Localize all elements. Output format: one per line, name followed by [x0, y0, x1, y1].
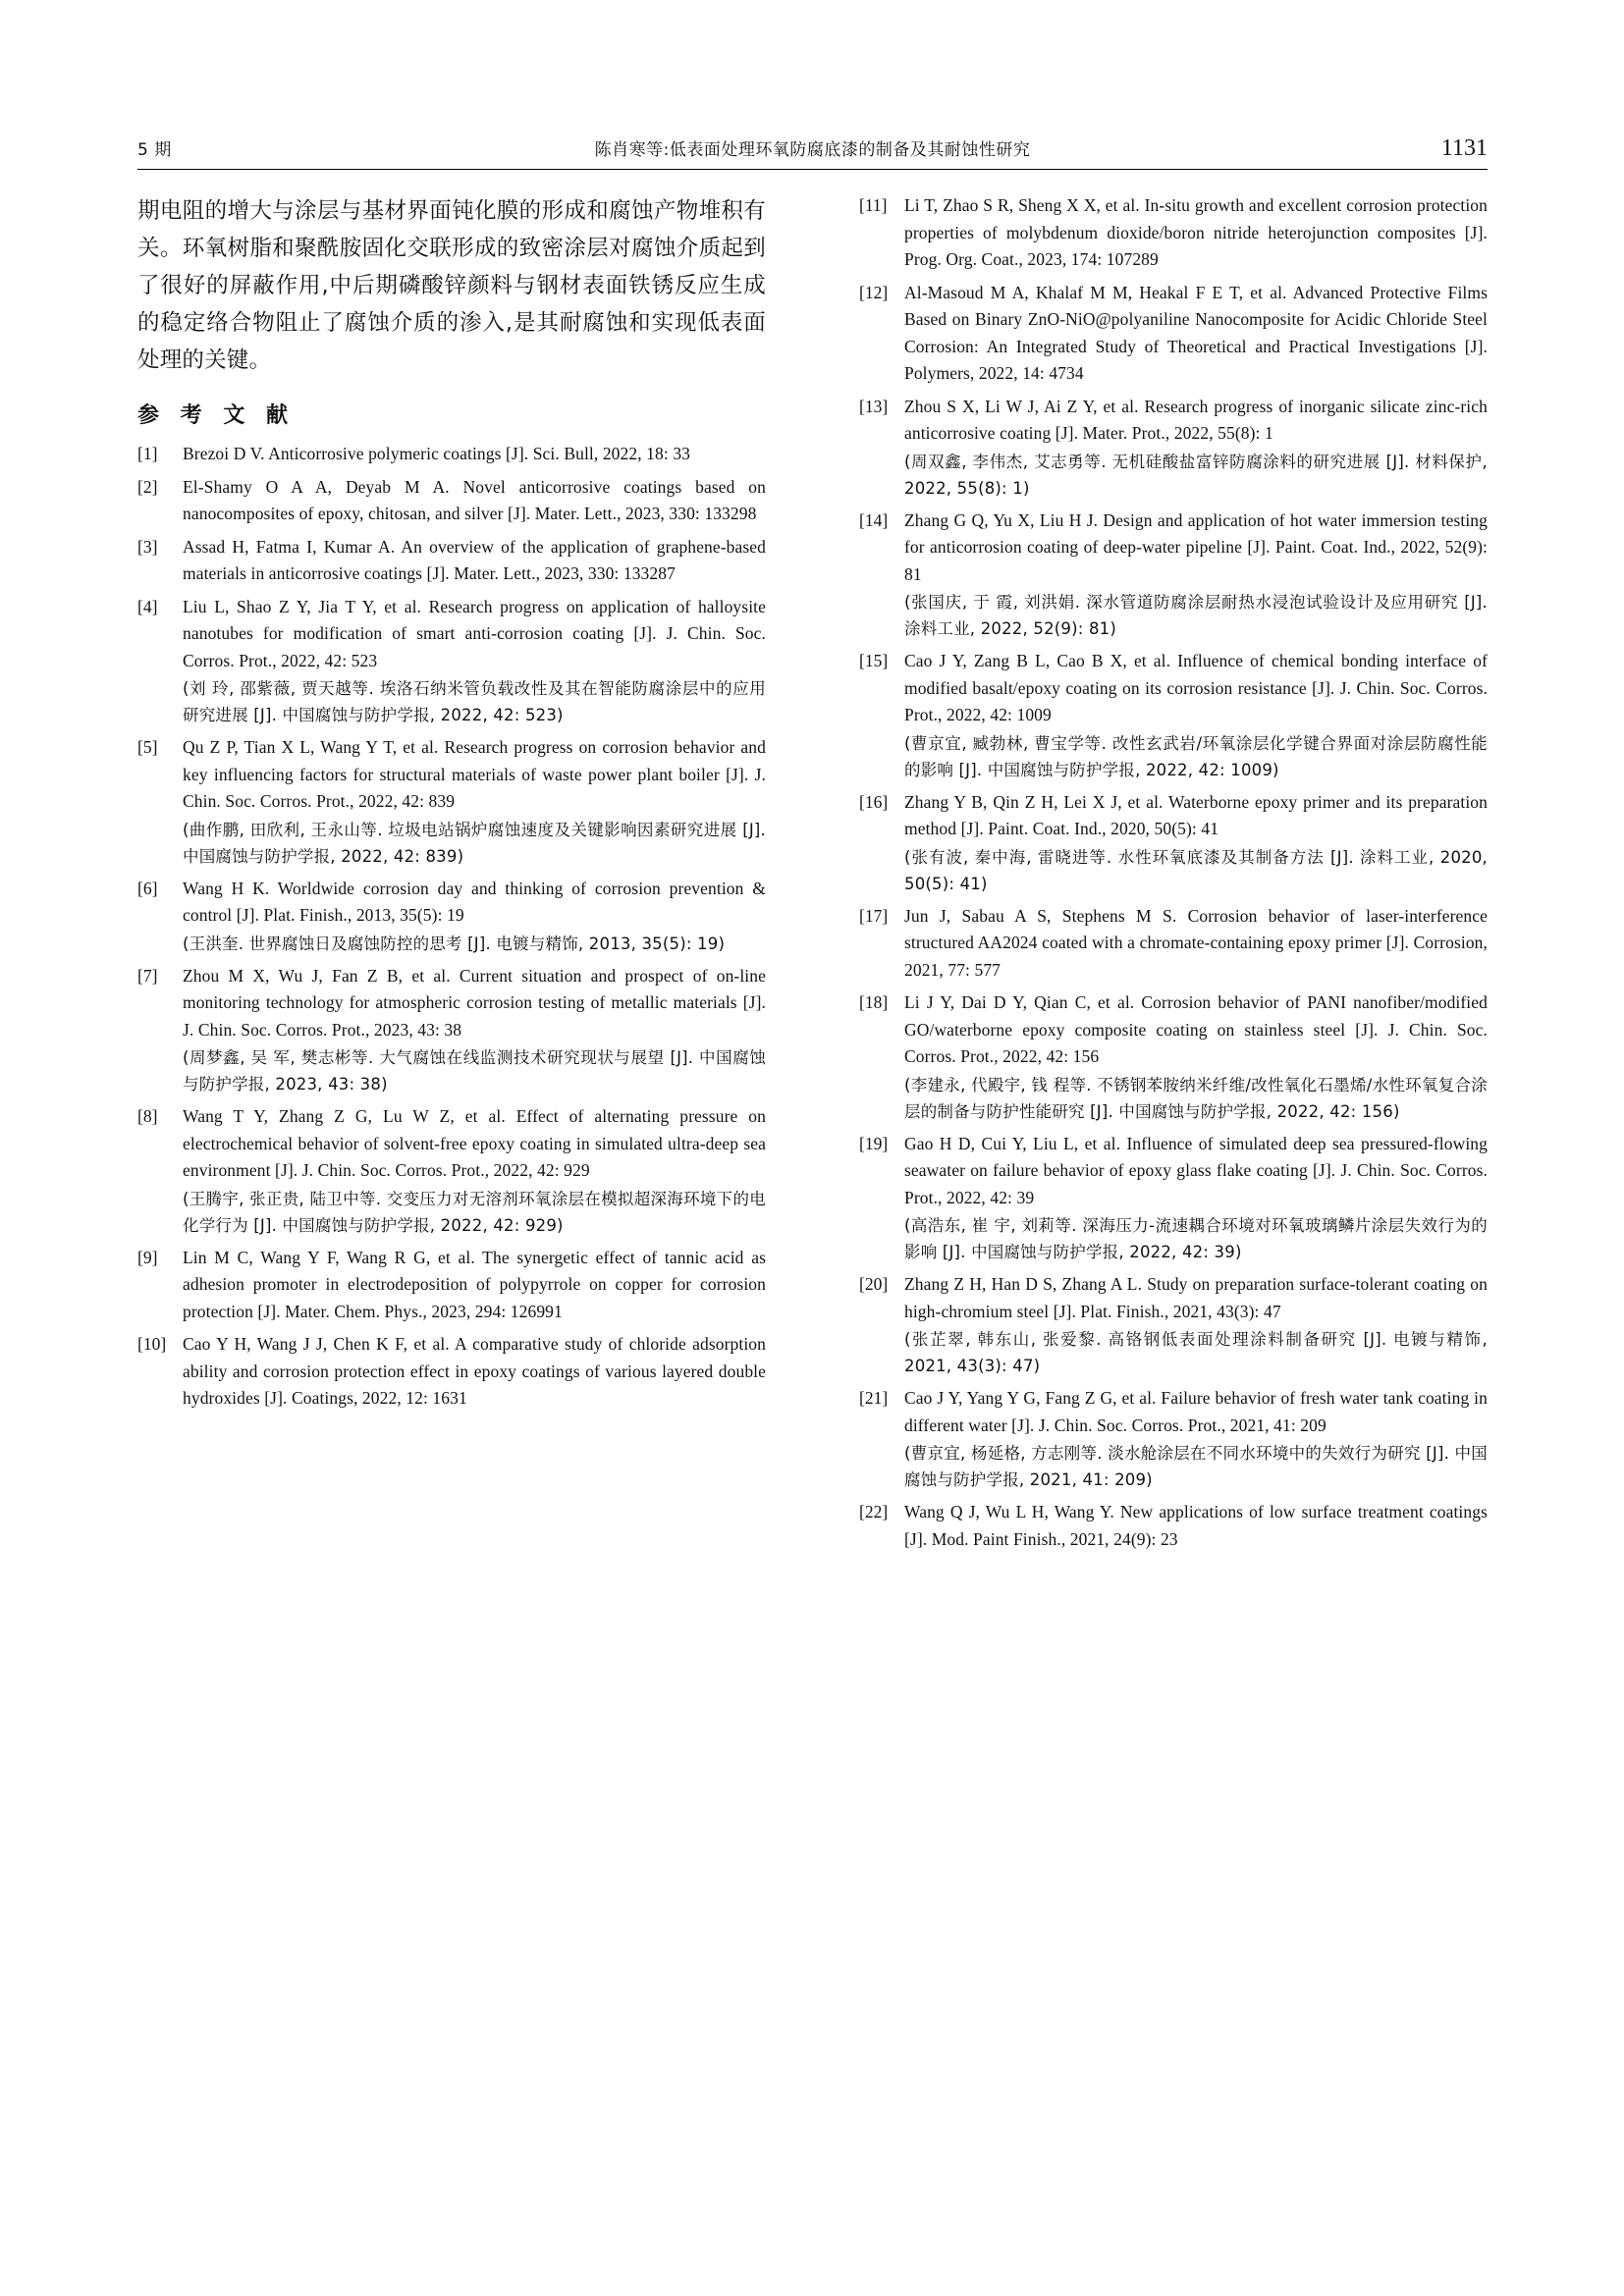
reference-number: [3] — [137, 536, 158, 557]
reference-text-en: Wang T Y, Zhang Z G, Lu W Z, et al. Effect of alternating pressure on electrochemical behavior of solvent-free epoxy coating in simulated ultra-deep sea environment [J]. J. Chin. Soc. Corros. Prot., 2022, 42: 929 — [183, 1106, 766, 1180]
reference-item — [859, 1499, 1488, 1553]
reference-item — [137, 1245, 766, 1326]
reference-text-en: Cao J Y, Zang B L, Cao B X, et al. Influence of chemical bonding interface of modified basalt/epoxy coating on its corrosion resistance [J]. J. Chin. Soc. Corros. Prot., 2022, 42: 1009 — [904, 651, 1488, 724]
reference-text-en: Zhou M X, Wu J, Fan Z B, et al. Current situation and prospect of on-line monitoring technology for atmospheric corrosion testing of metallic materials [J]. J. Chin. Soc. Corros. Prot., 2023, 43: 38 — [183, 965, 766, 1040]
reference-item — [137, 876, 766, 957]
reference-item — [859, 1385, 1488, 1493]
reference-number: [18] — [859, 992, 889, 1012]
reference-number: [20] — [859, 1274, 889, 1294]
reference-text-en: Liu L, Shao Z Y, Jia T Y, et al. Research progress on application of halloysite nanotubes for modification of smart anti-corrosion coating [J]. J. Chin. Soc. Corros. Prot., 2022, 42: 523 — [183, 596, 766, 670]
reference-item — [859, 1271, 1488, 1379]
reference-number: [14] — [859, 509, 889, 530]
reference-text-en: Lin M C, Wang Y F, Wang R G, et al. The synergetic effect of tannic acid as adhesion promoter in electrodeposition of polypyrrole on copper for corrosion protection [J]. Mater. Chem. Phys., 2023, 294: 126991 — [183, 1247, 766, 1321]
reference-list-right — [859, 192, 1488, 1553]
reference-number: [16] — [859, 791, 889, 812]
references-heading: 参 考 文 献 — [137, 403, 295, 428]
reference-item — [859, 280, 1488, 388]
reference-text-cn: (王洪奎. 世界腐蚀日及腐蚀防控的思考 [J]. 电镀与精饰, 2013, 35(5): 19) — [183, 934, 726, 953]
reference-item — [137, 734, 766, 870]
reference-number: [13] — [859, 396, 889, 416]
reference-number: [15] — [859, 651, 889, 670]
left-column — [137, 192, 766, 1418]
reference-text-en: Li T, Zhao S R, Sheng X X, et al. In-situ growth and excellent corrosion protection properties of molybdenum dioxide/boron nitride heterojunction composites [J]. Prog. Org. Coat., 2023, 174: 107289 — [904, 195, 1488, 269]
reference-number: [4] — [137, 596, 158, 616]
reference-item — [859, 507, 1488, 643]
reference-item — [137, 594, 766, 729]
reference-number: [9] — [137, 1247, 158, 1267]
reference-number: [1] — [137, 444, 158, 463]
reference-number: [2] — [137, 476, 158, 497]
reference-text-en: Zhou S X, Li W J, Ai Z Y, et al. Research progress of inorganic silicate zinc-rich anticorrosive coating [J]. Mater. Prot., 2022, 55(8): 1 — [904, 396, 1488, 443]
reference-number: [8] — [137, 1106, 158, 1126]
right-column — [859, 192, 1488, 1559]
running-head-title: 陈肖寒等:低表面处理环氧防腐底漆的制备及其耐蚀性研究 — [594, 140, 1031, 160]
reference-text-cn: (刘 玲, 邵紫薇, 贾天越等. 埃洛石纳米管负载改性及其在智能防腐涂层中的应用研究进展 [J]. 中国腐蚀与防护学报, 2022, 42: 523) — [183, 679, 766, 724]
reference-text-en: Cao J Y, Yang Y G, Fang Z G, et al. Failure behavior of fresh water tank coating in different water [J]. J. Chin. Soc. Corros. Prot., 2021, 41: 209 — [904, 1388, 1488, 1435]
reference-text-en: Wang H K. Worldwide corrosion day and thinking of corrosion prevention & control [J]. Plat. Finish., 2013, 35(5): 19 — [183, 878, 766, 925]
reference-text-en: Zhang Y B, Qin Z H, Lei X J, et al. Waterborne epoxy primer and its preparation method [J]. Paint. Coat. Ind., 2020, 50(5): 41 — [904, 791, 1488, 838]
reference-number: [19] — [859, 1133, 889, 1153]
two-column-body — [137, 192, 1488, 2215]
reference-text-cn: (王腾宇, 张正贵, 陆卫中等. 交变压力对无溶剂环氧涂层在模拟超深海环境下的电化学行为 [J]. 中国腐蚀与防护学报, 2022, 42: 929) — [183, 1189, 766, 1235]
reference-item — [859, 789, 1488, 897]
reference-text-cn: (张国庆, 于 霞, 刘洪娟. 深水管道防腐涂层耐热水浸泡试验设计及应用研究 [J]. 涂料工业, 2022, 52(9): 81) — [904, 593, 1488, 638]
reference-text-en: Brezoi D V. Anticorrosive polymeric coatings [J]. Sci. Bull, 2022, 18: 33 — [183, 444, 691, 463]
reference-item — [137, 963, 766, 1098]
reference-text-cn: (张有波, 秦中海, 雷晓进等. 水性环氧底漆及其制备方法 [J]. 涂料工业, 2020, 50(5): 41) — [904, 847, 1488, 893]
reference-item — [137, 1103, 766, 1239]
reference-text-en: Al-Masoud M A, Khalaf M M, Heakal F E T, et al. Advanced Protective Films Based on Binary ZnO-NiO@polyaniline Nanocomposite for Acidic Chloride Steel Corrosion: An Integrated Study of Theoretical and Practical Investigations [J]. Polymers, 2022, 14: 4734 — [904, 282, 1488, 383]
running-head-issue: 5 期 — [137, 140, 172, 160]
reference-number: [22] — [859, 1502, 889, 1522]
reference-list-left — [137, 441, 766, 1413]
reference-text-en: Zhang Z H, Han D S, Zhang A L. Study on preparation surface-tolerant coating on high-chromium steel [J]. Plat. Finish., 2021, 43(3): 47 — [904, 1274, 1488, 1321]
reference-text-cn: (周双鑫, 李伟杰, 艾志勇等. 无机硅酸盐富锌防腐涂料的研究进展 [J]. 材料保护, 2022, 55(8): 1) — [904, 452, 1488, 498]
reference-number: [10] — [137, 1334, 167, 1354]
reference-number: [17] — [859, 905, 889, 926]
reference-text-cn: (曹京宜, 臧勃林, 曹宝学等. 改性玄武岩/环氧涂层化学键合界面对涂层防腐性能的影响 [J]. 中国腐蚀与防护学报, 2022, 42: 1009) — [904, 733, 1488, 779]
reference-item — [859, 648, 1488, 783]
reference-item — [137, 474, 766, 528]
page-number: 1131 — [1440, 135, 1488, 161]
reference-number: [12] — [859, 282, 889, 302]
running-head — [137, 135, 1488, 162]
reference-item — [859, 989, 1488, 1125]
reference-text-cn: (张芷翠, 韩东山, 张爱黎. 高铬钢低表面处理涂料制备研究 [J]. 电镀与精饰, 2021, 43(3): 47) — [904, 1330, 1488, 1375]
reference-text-en: Li J Y, Dai D Y, Qian C, et al. Corrosion behavior of PANI nanofiber/modified GO/waterborne epoxy composite coating on stainless steel [J]. J. Chin. Soc. Corros. Prot., 2022, 42: 156 — [904, 992, 1488, 1066]
reference-number: [7] — [137, 965, 158, 986]
reference-number: [6] — [137, 878, 158, 898]
reference-text-en: Wang Q J, Wu L H, Wang Y. New applications of low surface treatment coatings [J]. Mod. Paint Finish., 2021, 24(9): 23 — [904, 1502, 1488, 1549]
reference-text-en: Qu Z P, Tian X L, Wang Y T, et al. Research progress on corrosion behavior and key influencing factors for structural materials of waste power plant boiler [J]. J. Chin. Soc. Corros. Prot., 2022, 42: 839 — [183, 737, 766, 811]
reference-text-cn: (高浩东, 崔 宇, 刘莉等. 深海压力-流速耦合环境对环氧玻璃鳞片涂层失效行为的影响 [J]. 中国腐蚀与防护学报, 2022, 42: 39) — [904, 1216, 1488, 1261]
reference-item — [859, 192, 1488, 274]
reference-text-en: El-Shamy O A A, Deyab M A. Novel anticorrosive coatings based on nanocomposites of epoxy, chitosan, and silver [J]. Mater. Lett., 2023, 330: 133298 — [183, 476, 766, 523]
reference-text-en: Jun J, Sabau A S, Stephens M S. Corrosion behavior of laser-interference structured AA2024 coated with a chromate-containing epoxy primer [J]. Corrosion, 2021, 77: 577 — [904, 905, 1488, 980]
reference-number: [5] — [137, 737, 158, 757]
reference-text-en: Assad H, Fatma I, Kumar A. An overview of the application of graphene-based materials in anticorrosive coatings [J]. Mater. Lett., 2023, 330: 133287 — [183, 536, 766, 583]
reference-item — [137, 441, 766, 468]
reference-text-en: Zhang G Q, Yu X, Liu H J. Design and application of hot water immersion testing for anticorrosion coating of deep-water pipeline [J]. Paint. Coat. Ind., 2022, 52(9): 81 — [904, 509, 1488, 584]
reference-item — [137, 1331, 766, 1413]
reference-text-en: Cao Y H, Wang J J, Chen K F, et al. A comparative study of chloride adsorption ability and corrosion protection effect in epoxy coatings of various layered double hydroxides [J]. Coatings, 2022, 12: 1631 — [183, 1334, 766, 1408]
reference-text-en: Gao H D, Cui Y, Liu L, et al. Influence of simulated deep sea pressured-flowing seawater on failure behavior of epoxy glass flake coating [J]. J. Chin. Soc. Corros. Prot., 2022, 42: 39 — [904, 1133, 1488, 1207]
reference-text-cn: (李建永, 代殿宇, 钱 程等. 不锈钢苯胺纳米纤维/改性氧化石墨烯/水性环氧复合涂层的制备与防护性能研究 [J]. 中国腐蚀与防护学报, 2022, 42: 156) — [904, 1075, 1488, 1121]
conclusion-paragraph: 期电阻的增大与涂层与基材界面钝化膜的形成和腐蚀产物堆积有关。环氧树脂和聚酰胺固化交联形成的致密涂层对腐蚀介质起到了很好的屏蔽作用,中后期磷酸锌颜料与钢材表面铁锈反应生成的稳定络合物阻止了腐蚀介质的渗入,是其耐腐蚀和实现低表面处理的关键。 — [137, 198, 766, 373]
reference-text-cn: (曲作鹏, 田欣利, 王永山等. 垃圾电站锅炉腐蚀速度及关键影响因素研究进展 [J]. 中国腐蚀与防护学报, 2022, 42: 839) — [183, 820, 766, 866]
reference-item — [137, 534, 766, 588]
reference-item — [859, 394, 1488, 502]
reference-number: [11] — [859, 195, 888, 215]
reference-text-cn: (周梦鑫, 吴 军, 樊志彬等. 大气腐蚀在线监测技术研究现状与展望 [J]. 中国腐蚀与防护学报, 2023, 43: 38) — [183, 1048, 766, 1094]
reference-number: [21] — [859, 1388, 889, 1408]
header-rule — [137, 169, 1488, 170]
reference-item — [859, 1131, 1488, 1266]
reference-item — [859, 903, 1488, 985]
reference-text-cn: (曹京宜, 杨延格, 方志刚等. 淡水舱涂层在不同水环境中的失效行为研究 [J]. 中国腐蚀与防护学报, 2021, 41: 209) — [904, 1444, 1488, 1489]
